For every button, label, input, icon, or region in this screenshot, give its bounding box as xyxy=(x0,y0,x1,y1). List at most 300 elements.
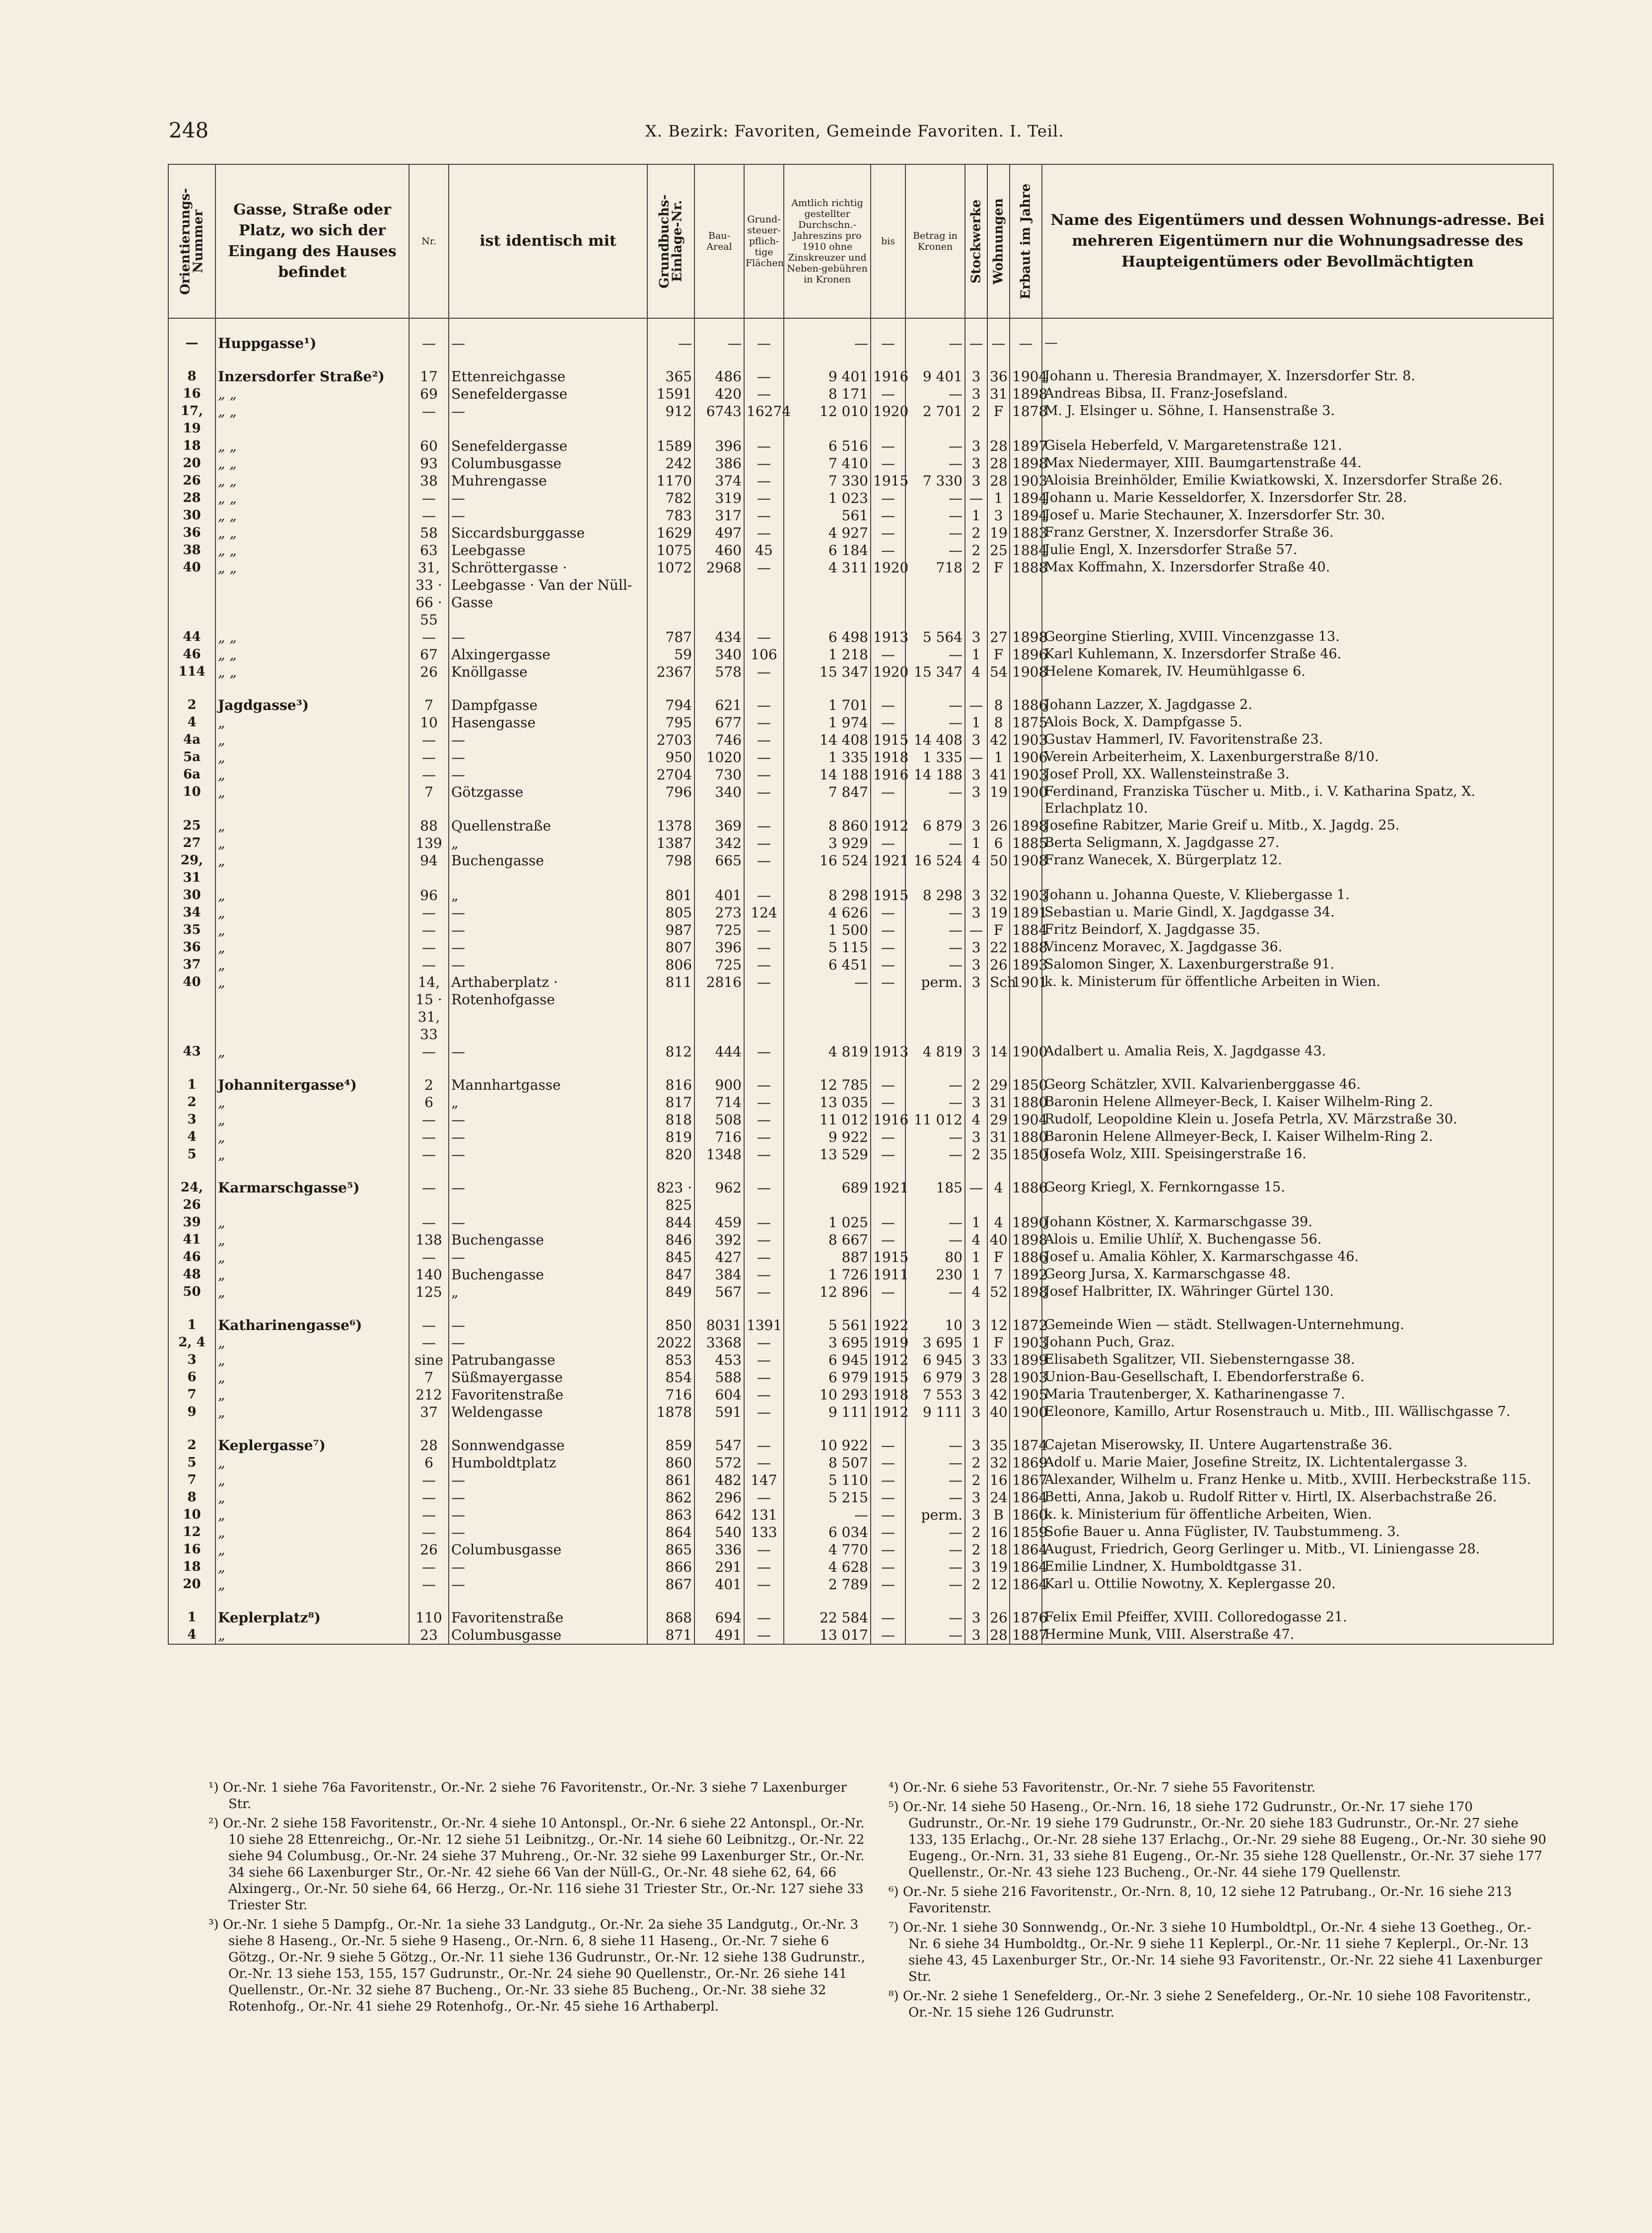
cell-own: Georg Schätzler, XVII. Kalvarienberggasse 46. xyxy=(1042,1060,1553,1094)
cell-zins: 1 335 xyxy=(784,749,871,766)
cell-or: 38 xyxy=(168,542,215,559)
header-stock: Stockwerke xyxy=(965,164,987,318)
cell-zins: 1 500 xyxy=(784,921,871,939)
cell-bet: perm. xyxy=(905,1506,965,1524)
cell-or: 41 xyxy=(168,1231,215,1249)
cell-gr: 133 xyxy=(744,1524,784,1541)
header-bau: Bau-Areal xyxy=(694,164,744,318)
cell-gb: 807 xyxy=(647,939,694,956)
cell-gb: 795 xyxy=(647,714,694,731)
cell-sw: 3 xyxy=(965,1128,987,1146)
cell-bis: — xyxy=(871,385,905,403)
cell-gb: 1878 xyxy=(647,1403,694,1421)
cell-gb: 1075 xyxy=(647,542,694,559)
cell-or: 1 xyxy=(168,1301,215,1334)
cell-wo: 28 xyxy=(987,455,1010,472)
cell-wo: 40 xyxy=(987,1403,1010,1421)
cell-er: 1903 xyxy=(1010,887,1042,904)
cell-bis: 1912 xyxy=(871,1403,905,1421)
cell-gr: — xyxy=(744,352,784,385)
cell-street: „ „ xyxy=(215,646,409,663)
cell-gr: — xyxy=(744,1334,784,1351)
cell-or: 5 xyxy=(168,1146,215,1163)
cell-nr: 140 xyxy=(409,1266,449,1283)
cell-er: 1883 xyxy=(1010,524,1042,542)
cell-gr: — xyxy=(744,455,784,472)
cell-id: Knöllgasse xyxy=(449,663,647,681)
cell-street: „ xyxy=(215,1558,409,1576)
cell-id: — xyxy=(449,731,647,749)
cell-wo: 41 xyxy=(987,766,1010,783)
cell-bet: — xyxy=(905,1626,965,1644)
cell-gr: — xyxy=(744,835,784,852)
cell-or: 29, 31 xyxy=(168,852,215,887)
cell-er: 1850 xyxy=(1010,1146,1042,1163)
cell-own: Gisela Heberfeld, V. Margaretenstraße 121. xyxy=(1042,437,1553,455)
cell-own: Sofie Bauer u. Anna Füglister, IV. Taubstummeng. 3. xyxy=(1042,1524,1553,1541)
cell-nr: — xyxy=(409,1334,449,1351)
cell-street: „ xyxy=(215,1576,409,1593)
cell-wo: 27 xyxy=(987,628,1010,646)
cell-sw: 4 xyxy=(965,1231,987,1249)
cell-id: — xyxy=(449,1214,647,1231)
cell-sw: 1 xyxy=(965,1249,987,1266)
cell-bet: — xyxy=(905,1231,965,1249)
cell-street: „ xyxy=(215,1351,409,1369)
cell-nr: — xyxy=(409,1489,449,1506)
cell-own: Andreas Bibsa, II. Franz-Josefsland. xyxy=(1042,385,1553,403)
cell-bau: 491 xyxy=(694,1626,744,1644)
cell-gr: — xyxy=(744,1111,784,1128)
cell-sw: 3 xyxy=(965,1506,987,1524)
cell-zins: 1 726 xyxy=(784,1266,871,1283)
cell-nr: 26 xyxy=(409,663,449,681)
cell-wo: 31 xyxy=(987,385,1010,403)
cell-zins: 6 945 xyxy=(784,1351,871,1369)
table-row xyxy=(168,783,1553,817)
cell-er: 1908 xyxy=(1010,663,1042,681)
cell-er: 1850 xyxy=(1010,1060,1042,1094)
cell-nr: 14, 15 · 31, 33 xyxy=(409,974,449,1043)
table-row xyxy=(168,559,1553,628)
cell-nr: 93 xyxy=(409,455,449,472)
cell-wo: F xyxy=(987,559,1010,628)
cell-er: 1888 xyxy=(1010,939,1042,956)
cell-nr: — xyxy=(409,1214,449,1231)
cell-or: 27 xyxy=(168,835,215,852)
cell-bis: 1918 xyxy=(871,749,905,766)
cell-sw: 3 xyxy=(965,1403,987,1421)
cell-gb: 811 xyxy=(647,974,694,1043)
cell-gr: 1391 xyxy=(744,1301,784,1334)
cell-bet: — xyxy=(905,437,965,455)
cell-zins: — xyxy=(784,974,871,1043)
cell-or: — xyxy=(168,318,215,352)
cell-er: 1891 xyxy=(1010,904,1042,921)
cell-bis: — xyxy=(871,681,905,714)
cell-or: 34 xyxy=(168,904,215,921)
cell-bet: — xyxy=(905,956,965,974)
cell-id: Buchengasse xyxy=(449,1266,647,1283)
cell-nr: 67 xyxy=(409,646,449,663)
cell-street: Inzersdorfer Straße²) xyxy=(215,352,409,385)
cell-own: Baronin Helene Allmeyer-Beck, I. Kaiser Wilhelm-Ring 2. xyxy=(1042,1094,1553,1111)
cell-bet: 4 819 xyxy=(905,1043,965,1060)
cell-street: „ xyxy=(215,1111,409,1128)
cell-wo: 28 xyxy=(987,1626,1010,1644)
cell-nr: — xyxy=(409,507,449,524)
cell-or: 18 xyxy=(168,437,215,455)
cell-bis: — xyxy=(871,904,905,921)
cell-bet: 15 347 xyxy=(905,663,965,681)
cell-bau: 273 xyxy=(694,904,744,921)
cell-zins: 1 025 xyxy=(784,1214,871,1231)
cell-street: „ „ xyxy=(215,663,409,681)
cell-id: Leebgasse xyxy=(449,542,647,559)
cell-nr: 7 xyxy=(409,681,449,714)
cell-bau: 482 xyxy=(694,1471,744,1489)
cell-street: „ xyxy=(215,1454,409,1471)
cell-id: Ettenreichgasse xyxy=(449,352,647,385)
cell-own: M. J. Elsinger u. Söhne, I. Hansenstraße 3. xyxy=(1042,403,1553,437)
cell-own: Karl Kuhlemann, X. Inzersdorfer Straße 46. xyxy=(1042,646,1553,663)
cell-sw: 3 xyxy=(965,352,987,385)
cell-bet: 2 701 xyxy=(905,403,965,437)
table-row xyxy=(168,1403,1553,1421)
table-row xyxy=(168,1351,1553,1369)
cell-wo: 32 xyxy=(987,887,1010,904)
cell-street: „ xyxy=(215,1214,409,1231)
cell-bet: — xyxy=(905,714,965,731)
cell-zins: 8 171 xyxy=(784,385,871,403)
cell-id: — xyxy=(449,956,647,974)
cell-er: 1903 xyxy=(1010,1334,1042,1351)
cell-id: Alxingergasse xyxy=(449,646,647,663)
cell-sw: 3 xyxy=(965,939,987,956)
cell-street: „ xyxy=(215,887,409,904)
cell-er: 1899 xyxy=(1010,1351,1042,1369)
cell-own: k. k. Ministerium für öffentliche Arbeiten, Wien. xyxy=(1042,1506,1553,1524)
cell-street: Keplerplatz⁸) xyxy=(215,1593,409,1626)
cell-bau: 730 xyxy=(694,766,744,783)
cell-gr: — xyxy=(744,1231,784,1249)
header-identical-nr: Nr. xyxy=(409,164,449,318)
cell-own: Josefa Wolz, XIII. Speisingerstraße 16. xyxy=(1042,1146,1553,1163)
cell-id: Senefeldergasse xyxy=(449,437,647,455)
cell-street: „ xyxy=(215,1489,409,1506)
cell-id: Siccardsburggasse xyxy=(449,524,647,542)
cell-sw: 3 xyxy=(965,1593,987,1626)
page-number: 248 xyxy=(169,118,209,142)
cell-gb: 2367 xyxy=(647,663,694,681)
cell-or: 48 xyxy=(168,1266,215,1283)
cell-bet: 7 330 xyxy=(905,472,965,489)
cell-or: 25 xyxy=(168,817,215,835)
cell-gb: 865 xyxy=(647,1541,694,1558)
cell-id: — xyxy=(449,1043,647,1060)
cell-zins: 14 408 xyxy=(784,731,871,749)
cell-gr: 106 xyxy=(744,646,784,663)
cell-sw: 1 xyxy=(965,1334,987,1351)
cell-id: — xyxy=(449,1146,647,1163)
cell-nr: — xyxy=(409,489,449,507)
cell-wo: — xyxy=(987,318,1010,352)
cell-own: Johann Köstner, X. Karmarschgasse 39. xyxy=(1042,1214,1553,1231)
cell-bis: — xyxy=(871,956,905,974)
footnote: ²) Or.-Nr. 2 siehe 158 Favoritenstr., Or.-Nr. 4 siehe 10 Antonspl., Or.-Nr. 6 siehe 22 Antonspl., Or.-Nr. 10 siehe 28 Ettenreichg., Or.-Nr. 12 siehe 51 Leibnitzg., Or.-Nr. 14 siehe 60 Leibnitzg., Or.-Nr. 22 siehe 94 Columbusg., Or.-Nr. 24 siehe 37 Muhreng., Or.-Nr. 32 siehe 99 Laxenburger Str., Or.-Nr. 34 siehe 66 Laxenburger Str., Or.-Nr. 42 siehe 66 Van der Nüll-G., Or.-Nr. 48 siehe 62, 64, 66 Alxingerg., Or.-Nr. 50 siehe 64, 66 Herzg., Or.-Nr. 116 siehe 31 Triester Str., Or.-Nr. 127 siehe 33 Triester Str. xyxy=(208,1816,865,1913)
cell-gb: 1378 xyxy=(647,817,694,835)
cell-bis: — xyxy=(871,1454,905,1471)
cell-nr: — xyxy=(409,749,449,766)
cell-or: 2 xyxy=(168,1094,215,1111)
cell-gr: — xyxy=(744,1043,784,1060)
cell-wo: 16 xyxy=(987,1471,1010,1489)
cell-id: — xyxy=(449,939,647,956)
cell-nr: — xyxy=(409,1249,449,1266)
cell-gr: — xyxy=(744,507,784,524)
cell-gb: 912 xyxy=(647,403,694,437)
cell-sw: 3 xyxy=(965,766,987,783)
cell-gr: 16274 xyxy=(744,403,784,437)
cell-wo: 40 xyxy=(987,1231,1010,1249)
cell-or: 24, 26 xyxy=(168,1163,215,1214)
cell-bet: — xyxy=(905,318,965,352)
cell-or: 39 xyxy=(168,1214,215,1231)
cell-bis: — xyxy=(871,1524,905,1541)
cell-nr: — xyxy=(409,1163,449,1214)
cell-nr: 6 xyxy=(409,1454,449,1471)
cell-bau: 746 xyxy=(694,731,744,749)
cell-gb: 801 xyxy=(647,887,694,904)
cell-bau: 336 xyxy=(694,1541,744,1558)
cell-gb: 716 xyxy=(647,1386,694,1403)
cell-wo: 42 xyxy=(987,1386,1010,1403)
cell-nr: — xyxy=(409,1111,449,1128)
table-row xyxy=(168,1060,1553,1094)
cell-bis: 1913 xyxy=(871,1043,905,1060)
cell-bis: — xyxy=(871,1506,905,1524)
cell-sw: 3 xyxy=(965,1369,987,1386)
cell-bet: — xyxy=(905,939,965,956)
cell-bis: — xyxy=(871,1231,905,1249)
cell-bis: — xyxy=(871,1421,905,1454)
cell-bis: 1915 xyxy=(871,731,905,749)
cell-sw: 2 xyxy=(965,1576,987,1593)
cell-er: 1901 xyxy=(1010,974,1042,1043)
cell-wo: 7 xyxy=(987,1266,1010,1283)
cell-zins: 5 115 xyxy=(784,939,871,956)
cell-er: 1886 xyxy=(1010,1163,1042,1214)
cell-street: „ xyxy=(215,1283,409,1301)
cell-wo: 28 xyxy=(987,437,1010,455)
cell-street: „ „ xyxy=(215,437,409,455)
cell-gb: 2703 xyxy=(647,731,694,749)
cell-own: Alois Bock, X. Dampfgasse 5. xyxy=(1042,714,1553,731)
cell-er: 1887 xyxy=(1010,1626,1042,1644)
cell-own: Hermine Munk, VIII. Alserstraße 47. xyxy=(1042,1626,1553,1644)
cell-bet: 9 401 xyxy=(905,352,965,385)
cell-er: 1898 xyxy=(1010,1231,1042,1249)
table-row xyxy=(168,403,1553,437)
table-row xyxy=(168,1541,1553,1558)
cell-own: Sebastian u. Marie Gindl, X. Jagdgasse 34. xyxy=(1042,904,1553,921)
cell-er: 1876 xyxy=(1010,1593,1042,1626)
cell-own: Salomon Singer, X. Laxenburgerstraße 91. xyxy=(1042,956,1553,974)
cell-sw: 3 xyxy=(965,783,987,817)
table-row xyxy=(168,887,1553,904)
cell-bet: — xyxy=(905,783,965,817)
cell-wo: 22 xyxy=(987,939,1010,956)
table-row xyxy=(168,1506,1553,1524)
cell-wo: 50 xyxy=(987,852,1010,887)
cell-bet: — xyxy=(905,1060,965,1094)
cell-street: „ xyxy=(215,939,409,956)
cell-sw: 1 xyxy=(965,1266,987,1283)
cell-own: Fritz Beindorf, X. Jagdgasse 35. xyxy=(1042,921,1553,939)
cell-own: Baronin Helene Allmeyer-Beck, I. Kaiser Wilhelm-Ring 2. xyxy=(1042,1128,1553,1146)
cell-bau: 444 xyxy=(694,1043,744,1060)
cell-bet: 7 553 xyxy=(905,1386,965,1403)
cell-own: August, Friedrich, Georg Gerlinger u. Mitb., VI. Liniengasse 28. xyxy=(1042,1541,1553,1558)
cell-sw: 3 xyxy=(965,1301,987,1334)
cell-bis: — xyxy=(871,318,905,352)
cell-bet: — xyxy=(905,835,965,852)
cell-gb: 861 xyxy=(647,1471,694,1489)
cell-bis: 1912 xyxy=(871,1351,905,1369)
cell-id: — xyxy=(449,1128,647,1146)
cell-nr: 138 xyxy=(409,1231,449,1249)
cell-er: 1878 xyxy=(1010,403,1042,437)
cell-or: 40 xyxy=(168,974,215,1043)
cell-sw: 1 xyxy=(965,835,987,852)
cell-or: 4a xyxy=(168,731,215,749)
table-row xyxy=(168,542,1553,559)
cell-or: 10 xyxy=(168,1506,215,1524)
cell-id: — xyxy=(449,904,647,921)
cell-er: 1892 xyxy=(1010,1266,1042,1283)
cell-or: 30 xyxy=(168,507,215,524)
cell-gr: — xyxy=(744,783,784,817)
cell-gr: — xyxy=(744,1283,784,1301)
cell-id: — xyxy=(449,318,647,352)
cell-gb: 819 xyxy=(647,1128,694,1146)
cell-nr: 38 xyxy=(409,472,449,489)
table-row xyxy=(168,1128,1553,1146)
header-zins: Amtlich richtig gestellter Durchschn.-Jahreszins pro 1910 ohne Zinskreuzer und Neben-gebühren in Kronen xyxy=(784,164,871,318)
cell-gb: 787 xyxy=(647,628,694,646)
cell-id: — xyxy=(449,1576,647,1593)
cell-sw: 1 xyxy=(965,507,987,524)
cell-zins: 9 111 xyxy=(784,1403,871,1421)
cell-zins: 6 979 xyxy=(784,1369,871,1386)
cell-zins: 5 215 xyxy=(784,1489,871,1506)
cell-sw: 3 xyxy=(965,1094,987,1111)
cell-bet: — xyxy=(905,385,965,403)
cell-own: Georgine Stierling, XVIII. Vincenzgasse 13. xyxy=(1042,628,1553,646)
cell-zins: 1 218 xyxy=(784,646,871,663)
cell-bet: 185 xyxy=(905,1163,965,1214)
cell-sw: 3 xyxy=(965,455,987,472)
cell-er: 1884 xyxy=(1010,542,1042,559)
table-row xyxy=(168,1111,1553,1128)
cell-bet: 3 695 xyxy=(905,1334,965,1351)
cell-gb: 1589 xyxy=(647,437,694,455)
cell-bis: — xyxy=(871,489,905,507)
cell-bis: — xyxy=(871,1214,905,1231)
cell-own: Felix Emil Pfeiffer, XVIII. Colloredogasse 21. xyxy=(1042,1593,1553,1626)
cell-nr: — xyxy=(409,628,449,646)
cell-nr: 6 xyxy=(409,1094,449,1111)
cell-or: 30 xyxy=(168,887,215,904)
cell-own: Julie Engl, X. Inzersdorfer Straße 57. xyxy=(1042,542,1553,559)
cell-or: 2 xyxy=(168,1421,215,1454)
cell-bet: 230 xyxy=(905,1266,965,1283)
cell-bau: 453 xyxy=(694,1351,744,1369)
table-row xyxy=(168,766,1553,783)
cell-own: Franz Wanecek, X. Bürgerplatz 12. xyxy=(1042,852,1553,887)
cell-er: 1880 xyxy=(1010,1128,1042,1146)
cell-or: 4 xyxy=(168,1626,215,1644)
cell-zins: 4 311 xyxy=(784,559,871,628)
cell-id: „ xyxy=(449,1283,647,1301)
cell-id: Quellenstraße xyxy=(449,817,647,835)
cell-bis: — xyxy=(871,1541,905,1558)
cell-er: 1880 xyxy=(1010,1094,1042,1111)
cell-er: 1886 xyxy=(1010,1249,1042,1266)
table-row xyxy=(168,1593,1553,1626)
cell-wo: F xyxy=(987,921,1010,939)
cell-id: — xyxy=(449,766,647,783)
cell-nr: — xyxy=(409,1146,449,1163)
cell-zins: 3 929 xyxy=(784,835,871,852)
cell-bau: 604 xyxy=(694,1386,744,1403)
cell-street: Johannitergasse⁴) xyxy=(215,1060,409,1094)
cell-sw: — xyxy=(965,489,987,507)
cell-gb: 1629 xyxy=(647,524,694,542)
cell-bis: — xyxy=(871,1593,905,1626)
cell-er: 1898 xyxy=(1010,817,1042,835)
cell-gb: — xyxy=(647,318,694,352)
cell-gb: 1387 xyxy=(647,835,694,852)
cell-sw: 2 xyxy=(965,403,987,437)
cell-id: Mannhartgasse xyxy=(449,1060,647,1094)
cell-sw: 3 xyxy=(965,956,987,974)
cell-own: Georg Jursa, X. Karmarschgasse 48. xyxy=(1042,1266,1553,1283)
cell-gr: — xyxy=(744,1146,784,1163)
footnote: ⁵) Or.-Nr. 14 siehe 50 Haseng., Or.-Nrn. 16, 18 siehe 172 Gudrunstr., Or.-Nr. 17 siehe 170 Gudrunstr., Or.-Nr. 19 siehe 179 Gudrunstr., Or.-Nr. 20 siehe 183 Gudrunstr., Or.-Nr. 27 siehe 133, 135 Erlachg., Or.-Nr. 28 siehe 137 Erlachg., Or.-Nr. 29 siehe 88 Eugeng., Or.-Nr. 30 siehe 90 Eugeng., Or.-Nrn. 31, 33 siehe 81 Eugeng., Or.-Nr. 35 siehe 128 Quellenstr., Or.-Nr. 37 siehe 177 Quellenstr., Or.-Nr. 43 siehe 123 Bucheng., Or.-Nr. 44 siehe 179 Quellenstr. xyxy=(889,1800,1546,1880)
cell-zins: 8 860 xyxy=(784,817,871,835)
cell-nr: — xyxy=(409,904,449,921)
cell-street: „ xyxy=(215,904,409,921)
cell-bis: — xyxy=(871,1128,905,1146)
cell-er: 1900 xyxy=(1010,783,1042,817)
cell-er: 1898 xyxy=(1010,1283,1042,1301)
cell-own: Rudolf, Leopoldine Klein u. Josefa Petrla, XV. Märzstraße 30. xyxy=(1042,1111,1553,1128)
cell-gb: 849 xyxy=(647,1283,694,1301)
cell-gr: — xyxy=(744,817,784,835)
table-row xyxy=(168,1249,1553,1266)
cell-sw: — xyxy=(965,318,987,352)
cell-or: 16 xyxy=(168,385,215,403)
cell-gr: — xyxy=(744,1351,784,1369)
cell-sw: 4 xyxy=(965,852,987,887)
cell-bis: 1920 xyxy=(871,559,905,628)
cell-bau: 547 xyxy=(694,1421,744,1454)
table-row xyxy=(168,1163,1553,1214)
cell-sw: 3 xyxy=(965,817,987,835)
cell-bis: — xyxy=(871,1146,905,1163)
cell-er: 1875 xyxy=(1010,714,1042,731)
